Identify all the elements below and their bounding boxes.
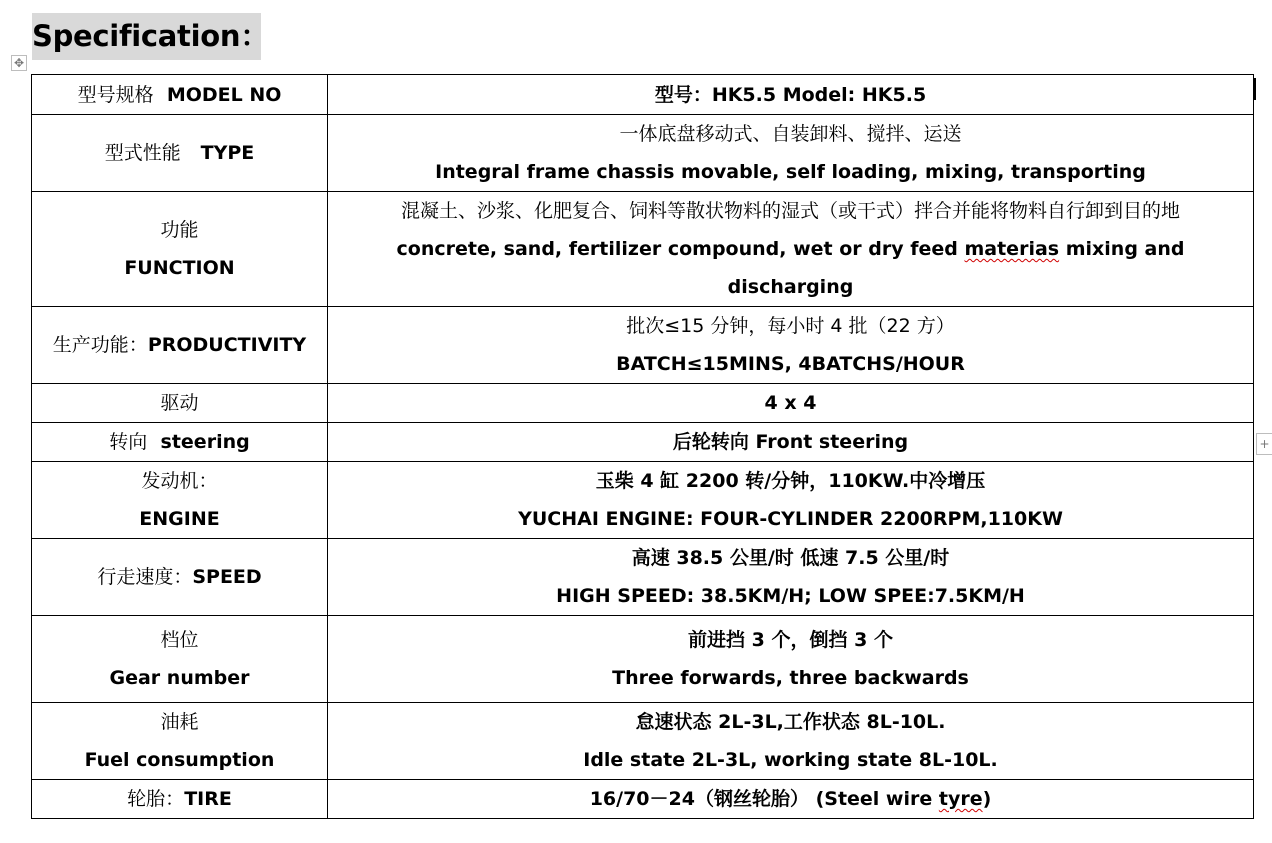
row-label: 驱动	[32, 384, 328, 423]
row-label: 功能 FUNCTION	[32, 192, 328, 307]
table-row	[32, 192, 1254, 307]
table-row	[32, 75, 1254, 115]
row-value: 批次≤15 分钟，每小时 4 批（22 方） BATCH≤15MINS, 4BATCHS/HOUR	[328, 307, 1254, 384]
row-value: 型号：HK5.5 Model: HK5.5	[328, 75, 1254, 115]
table-row	[32, 115, 1254, 192]
row-label: 油耗 Fuel consumption	[32, 703, 328, 780]
row-label: 生产功能：PRODUCTIVITY	[32, 307, 328, 384]
row-label: 行走速度：SPEED	[32, 539, 328, 616]
add-row-icon[interactable]: +	[1256, 433, 1272, 455]
table-move-handle-icon[interactable]: ✥	[11, 55, 27, 71]
table-row	[32, 703, 1254, 780]
row-value: 后轮转向 Front steering	[328, 423, 1254, 462]
row-label: 档位 Gear number	[32, 616, 328, 703]
row-label: 轮胎：TIRE	[32, 780, 328, 819]
row-value: 4 x 4	[328, 384, 1254, 423]
row-value: 高速 38.5 公里/时 低速 7.5 公里/时 HIGH SPEED: 38.5KM/H; LOW SPEE:7.5KM/H	[328, 539, 1254, 616]
row-value: 一体底盘移动式、自装卸料、搅拌、运送 Integral frame chassis movable, self loading, mixing, transporting	[328, 115, 1254, 192]
page-title: Specification：	[32, 13, 261, 60]
spelling-error-mark: materias	[964, 238, 1060, 260]
specification-table	[31, 74, 1254, 819]
text-cursor	[1254, 78, 1256, 100]
table-row	[32, 539, 1254, 616]
row-value: 16/70－24（钢丝轮胎） (Steel wire tyre)	[328, 780, 1254, 819]
row-value: 怠速状态 2L-3L,工作状态 8L-10L. Idle state 2L-3L, working state 8L-10L.	[328, 703, 1254, 780]
row-value: 混凝土、沙浆、化肥复合、饲料等散状物料的湿式（或干式）拌合并能将物料自行卸到目的地 concrete, sand, fertilizer compound, wet or dry feed materias mixing and discharging	[328, 192, 1254, 307]
table-row	[32, 462, 1254, 539]
row-value: 玉柴 4 缸 2200 转/分钟，110KW.中冷增压 YUCHAI ENGINE: FOUR-CYLINDER 2200RPM,110KW	[328, 462, 1254, 539]
table-row	[32, 616, 1254, 703]
row-label: 型号规格 MODEL NO	[32, 75, 328, 115]
table-row	[32, 307, 1254, 384]
spelling-error-mark: tyre	[938, 788, 983, 810]
table-row	[32, 384, 1254, 423]
table-row	[32, 780, 1254, 819]
row-label: 转向 steering	[32, 423, 328, 462]
table-row	[32, 423, 1254, 462]
row-label: 发动机： ENGINE	[32, 462, 328, 539]
row-label: 型式性能 TYPE	[32, 115, 328, 192]
row-value: 前进挡 3 个，倒挡 3 个 Three forwards, three backwards	[328, 616, 1254, 703]
